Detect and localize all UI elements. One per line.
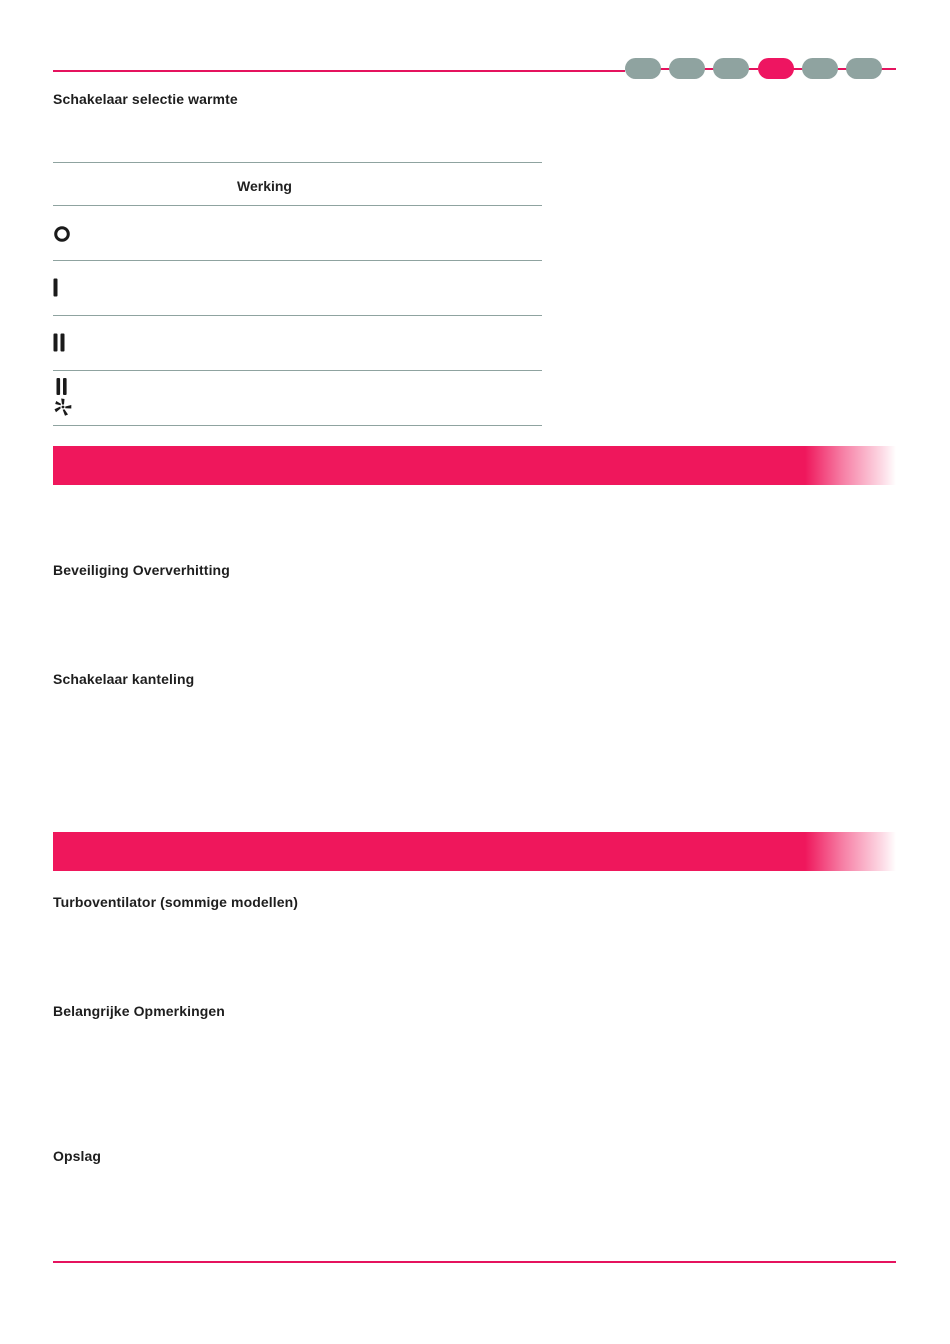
tilt-switch-heading: Schakelaar kanteling: [53, 671, 195, 687]
table-rule: [53, 315, 542, 316]
header-rule: [53, 70, 625, 72]
nav-dot-2[interactable]: [669, 58, 705, 79]
nav-dot-6[interactable]: [846, 58, 882, 79]
page-nav-dots: [624, 58, 896, 80]
heat-selector-heading: Schakelaar selectie warmte: [53, 91, 238, 107]
level-two-symbol-icon: [53, 333, 69, 358]
table-rule: [53, 370, 542, 371]
turbo-fan-heading: Turboventilator (sommige modellen): [53, 894, 299, 910]
heat-selector-table: [53, 162, 542, 427]
off-symbol-icon: [53, 225, 71, 248]
nav-dot-3[interactable]: [713, 58, 749, 79]
footer-rule: [53, 1261, 896, 1263]
table-column-header: Werking: [237, 178, 292, 194]
table-rule: [53, 162, 542, 163]
level-one-symbol-icon: [53, 278, 61, 303]
important-notes-heading: Belangrijke Opmerkingen: [53, 1003, 225, 1019]
level-two-fan-symbol-icon: [53, 377, 75, 422]
section-band: [53, 446, 896, 485]
storage-heading: Opslag: [53, 1148, 102, 1164]
table-rule: [53, 205, 542, 206]
nav-dot-5[interactable]: [802, 58, 838, 79]
section-band: [53, 832, 896, 871]
overheating-heading: Beveiliging Oververhitting: [53, 562, 230, 578]
nav-dot-4-active[interactable]: [758, 58, 794, 79]
table-rule: [53, 425, 542, 426]
nav-dot-1[interactable]: [625, 58, 661, 79]
table-rule: [53, 260, 542, 261]
